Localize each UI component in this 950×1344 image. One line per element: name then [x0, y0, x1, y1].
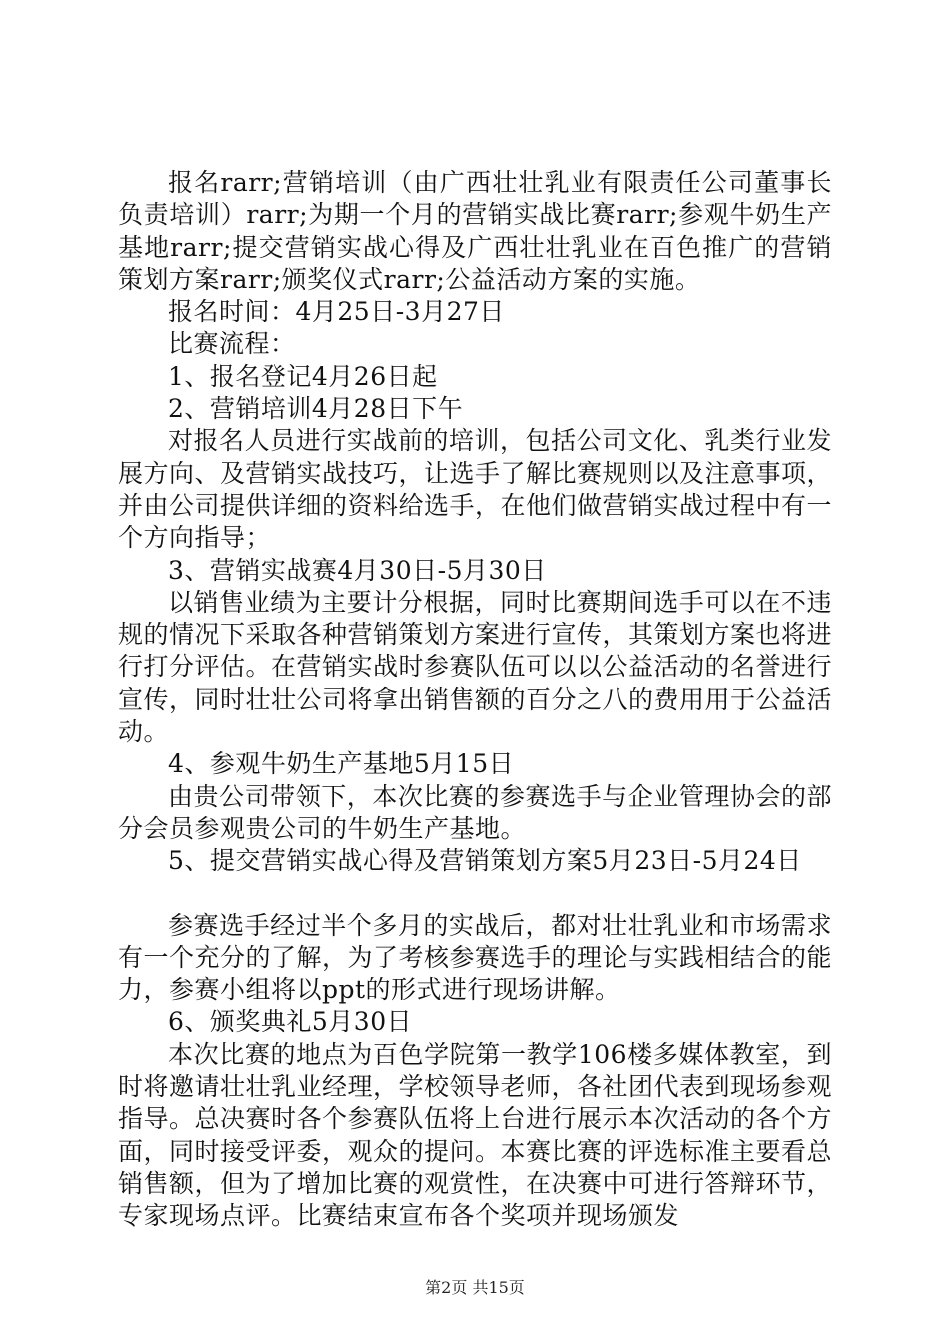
page-number-footer: 第2页 共15页 [425, 1278, 525, 1297]
paragraph-step-4-detail: 由贵公司带领下，本次比赛的参赛选手与企业管理协会的部分会员参观贵公司的牛奶生产基地。 [118, 781, 832, 843]
paragraph-step-1: 1、报名登记4月26日起 [168, 361, 438, 391]
document-body [118, 167, 832, 1233]
paragraph-step-6-detail: 本次比赛的地点为百色学院第一教学106楼多媒体教室，到时将邀请壮壮乳业经理，学校领导老师，各社团代表到现场参观指导。总决赛时各个参赛队伍将上台进行展示本次活动的各个方面，同时接受评委，观众的提问。本赛比赛的评选标准主要看总销售额，但为了增加比赛的观赏性，在决赛中可进行答辩环节，专家现场点评。比赛结束宣布各个奖项并现场颁发 [118, 1039, 833, 1231]
paragraph-step-2-detail: 对报名人员进行实战前的培训，包括公司文化、乳类行业发展方向、及营销实战技巧，让选手了解比赛规则以及注意事项，并由公司提供详细的资料给选手，在他们做营销实战过程中有一个方向指导； [118, 426, 833, 553]
paragraph-step-6: 6、颁奖典礼5月30日 [168, 1007, 413, 1037]
paragraph-step-2: 2、营销培训4月28日下午 [168, 394, 464, 424]
paragraph-step-4: 4、参观牛奶生产基地5月15日 [168, 749, 515, 779]
paragraph-step-3: 3、营销实战赛4月30日-5月30日 [168, 555, 547, 585]
paragraph-step-5: 5、提交营销实战心得及营销策划方案5月23日-5月24日 [168, 846, 802, 876]
paragraph-flow-heading: 比赛流程： [168, 329, 296, 359]
paragraph-registration-time: 报名时间：4月25日-3月27日 [168, 297, 505, 327]
paragraph-process-overview: 报名rarr;营销培训（由广西壮壮乳业有限责任公司董事长负责培训）rarr;为期一个月的营销实战比赛rarr;参观牛奶生产基地rarr;提交营销实战心得及广西壮壮乳业在百色推广的营销策划方案rarr;颁奖仪式rarr;公益活动方案的实施。 [118, 168, 832, 294]
paragraph-step-3-detail: 以销售业绩为主要计分根据，同时比赛期间选手可以在不违规的情况下采取各种营销策划方案进行宣传，其策划方案也将进行打分评估。在营销实战时参赛队伍可以以公益活动的名誉进行宣传，同时壮壮公司将拿出销售额的百分之八的费用用于公益活动。 [118, 587, 833, 747]
paragraph-step-5-detail: 参赛选手经过半个多月的实战后，都对壮壮乳业和市场需求有一个充分的了解，为了考核参赛选手的理论与实践相结合的能力，参赛小组将以ppt的形式进行现场讲解。 [118, 910, 833, 1005]
